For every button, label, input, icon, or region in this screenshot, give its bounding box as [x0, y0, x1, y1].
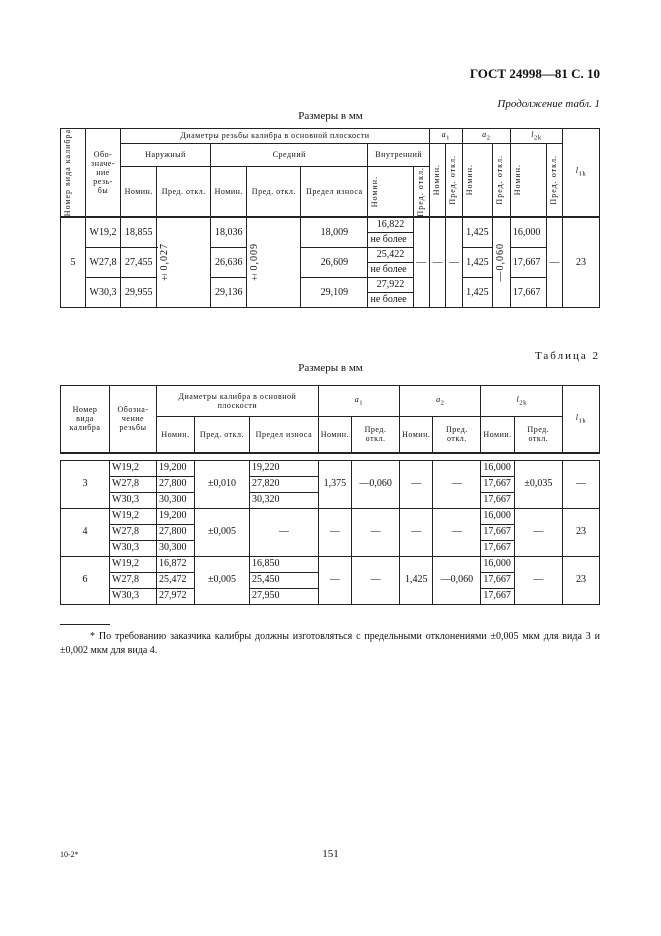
t1-a2-nom-head — [462, 144, 492, 218]
t2-thread: W30,3 — [110, 588, 157, 604]
t2-l2k: 17,667 — [481, 588, 514, 604]
t2-l2k: 17,667 — [481, 524, 514, 540]
t1-inner-note: не более — [368, 293, 413, 308]
t2-l2k-tol-head: Пред. откл. — [514, 417, 562, 453]
t2-wear: 25,450 — [250, 572, 319, 588]
t2-a2-nom: 1,425 — [400, 556, 433, 604]
t1-a1-nom-text: Номин. — [431, 164, 441, 196]
t2-view: 6 — [61, 556, 110, 604]
t1-col-a1: $a_1$ — [429, 129, 462, 144]
t1-l2k: 17,667 — [510, 278, 546, 308]
t1-col-l2k: $l_{2k}$ — [510, 129, 562, 144]
t1-mid-tol-text: ±0,009 — [249, 242, 261, 283]
t1-inner-note: не более — [368, 263, 413, 278]
t2-l2k: 17,667 — [481, 540, 514, 556]
t2-thread: W19,2 — [110, 556, 157, 572]
t2-tol: ±0,010 — [194, 460, 249, 508]
t2-wear: 27,950 — [250, 588, 319, 604]
t1-inner-nom-text: Номин. — [370, 175, 380, 208]
t1-a2-nom: 1,425 — [462, 278, 492, 308]
t2-wear: 19,220 — [250, 460, 319, 476]
t2-thread: W27,8 — [110, 524, 157, 540]
t1-mid-nom-head: Номин. — [211, 166, 247, 217]
t1-inner: 25,422 — [368, 248, 413, 263]
table-row — [61, 248, 600, 263]
t2-spacer — [61, 453, 600, 461]
t1-col-a2: $a_2$ — [462, 129, 510, 144]
t2-a1-tol: — — [352, 508, 400, 556]
t1-mid: 29,136 — [211, 278, 247, 308]
t1-a1-nom: — — [429, 217, 445, 308]
t1-outer-nom-head: Номин. — [121, 166, 157, 217]
t1-inner: 16,822 — [368, 217, 413, 233]
t1-inner-note: не более — [368, 233, 413, 248]
t2-thread: W30,3 — [110, 540, 157, 556]
t2-l1k: 23 — [563, 508, 600, 556]
t2-l2k: 17,667 — [481, 572, 514, 588]
t1-mid-wear-head: Предел износа — [301, 166, 368, 217]
t1-inner-tol-head — [413, 166, 429, 217]
t2-col-designation: Обозна- чение резьбы — [110, 386, 157, 453]
t2-l1k: — — [563, 460, 600, 508]
t2-col-a1: $a_1$ — [318, 386, 399, 417]
t1-mid: 26,636 — [211, 248, 247, 278]
t2-l2k: 16,000 — [481, 556, 514, 572]
t2-a2-tol: — — [433, 460, 481, 508]
t1-l2k-nom-head — [510, 144, 546, 218]
t2-a2-nom-head: Номин. — [400, 417, 433, 453]
table-row — [61, 460, 600, 476]
t1-col-l1k: $l_{1k}$ — [563, 129, 600, 218]
t2-a1-nom-head: Номин. — [318, 417, 351, 453]
t1-l2k-tol-text: Пред. откл. — [548, 155, 558, 205]
t1-sub-middle: Средний — [211, 144, 368, 167]
table-row — [61, 278, 600, 293]
t2-nom: 30,300 — [157, 492, 195, 508]
t2-view: 3 — [61, 460, 110, 508]
t2-wear: 30,320 — [250, 492, 319, 508]
t2-a2-tol: — — [433, 508, 481, 556]
t1-inner-tol-text: Пред. откл. — [415, 166, 425, 217]
t1-mid-wear: 29,109 — [301, 278, 368, 308]
units-label-2: Размеры в мм — [298, 362, 363, 374]
t2-tol: ±0,005 — [194, 508, 249, 556]
t2-nom: 19,200 — [157, 460, 195, 476]
doc-code: ГОСТ 24998—81 С. 10 — [469, 66, 600, 81]
t1-outer-tol-head: Пред. откл. — [157, 166, 211, 217]
t2-view: 4 — [61, 508, 110, 556]
t1-inner: 27,922 — [368, 278, 413, 293]
t2-a1-tol: —0,060 — [352, 460, 400, 508]
t1-l2k: 17,667 — [510, 248, 546, 278]
t2-col-l2k: $l_{2k}$ — [481, 386, 563, 417]
t2-l2k-tol: — — [514, 508, 562, 556]
t1-thread: W27,8 — [86, 248, 121, 278]
t1-l2k: 16,000 — [510, 217, 546, 248]
page-number: 151 — [322, 848, 339, 860]
t1-a1-nom-head — [429, 144, 445, 218]
t2-wear: — — [250, 508, 319, 556]
t1-l2k-nom-text: Номин. — [512, 164, 522, 196]
t2-a1-nom: — — [318, 508, 351, 556]
t2-group-diameters: Диаметры калибра в основной плоскости — [157, 386, 319, 417]
t2-l2k: 16,000 — [481, 460, 514, 476]
t1-a2-nom: 1,425 — [462, 248, 492, 278]
t1-l2k-tol-head — [546, 144, 563, 218]
table-2 — [60, 385, 600, 605]
t2-nom: 16,872 — [157, 556, 195, 572]
t2-col-l1k: $l_{1k}$ — [563, 386, 600, 453]
t2-nom: 27,972 — [157, 588, 195, 604]
t1-a1-tol-text: Пред. откл. — [448, 155, 458, 205]
t2-a1-nom: 1,375 — [318, 460, 351, 508]
t2-nom-head: Номин. — [157, 417, 195, 453]
t2-wear: 27,820 — [250, 476, 319, 492]
t2-thread: W27,8 — [110, 476, 157, 492]
continuation-label: Продолжение табл. 1 — [497, 98, 600, 110]
t1-outer: 29,955 — [121, 278, 157, 308]
t1-sub-inner: Внутренний — [368, 144, 429, 167]
t1-a1-tol: — — [446, 217, 462, 308]
t1-mid: 18,036 — [211, 217, 247, 248]
t2-tol: ±0,005 — [194, 556, 249, 604]
footnote: * По требованию заказчика калибры должны изготовляться с предельными отклонениями ±0,005 мкм для вида 3 и ±0,002 мкм для вида 4. — [60, 631, 600, 656]
t1-col-designation: Обо- значе- ние резь- бы — [86, 129, 121, 218]
t1-a2-tol-text: Пред. откл. — [494, 155, 504, 205]
table-row — [61, 556, 600, 572]
t2-l2k: 17,667 — [481, 492, 514, 508]
t1-a1-tol-head — [446, 144, 462, 218]
t2-nom: 25,472 — [157, 572, 195, 588]
table-2-label: Таблица 2 — [534, 350, 600, 362]
footnote-rule — [60, 624, 110, 625]
t2-tol-head: Пред. откл. — [194, 417, 249, 453]
t2-thread: W19,2 — [110, 460, 157, 476]
t1-a2-tol — [492, 217, 510, 308]
t1-mid-tol — [247, 217, 301, 308]
t2-col-a2: $a_2$ — [400, 386, 481, 417]
t2-a1-tol: — — [352, 556, 400, 604]
t2-a2-tol: —0,060 — [433, 556, 481, 604]
t2-wear: 16,850 — [250, 556, 319, 572]
t1-col-view-text: Номер вида калибра — [63, 129, 72, 217]
t1-a2-nom-text: Номин. — [464, 164, 474, 196]
t1-mid-wear: 18,009 — [301, 217, 368, 248]
t1-a2-tol-head — [492, 144, 510, 218]
t1-col-view — [61, 129, 86, 218]
t1-outer-tol-text: ±0,027 — [159, 242, 171, 283]
t1-thread: W19,2 — [86, 217, 121, 248]
t2-nom: 19,200 — [157, 508, 195, 524]
t1-thread: W30,3 — [86, 278, 121, 308]
t2-thread: W30,3 — [110, 492, 157, 508]
t2-nom: 27,800 — [157, 524, 195, 540]
t2-l2k: 16,000 — [481, 508, 514, 524]
t1-a2-nom: 1,425 — [462, 217, 492, 248]
t2-l1k: 23 — [563, 556, 600, 604]
t2-a1-nom: — — [318, 556, 351, 604]
t2-l2k: 17,667 — [481, 476, 514, 492]
t2-a2-tol-head: Пред. откл. — [433, 417, 481, 453]
t1-mid-wear: 26,609 — [301, 248, 368, 278]
t2-a2-nom: — — [400, 508, 433, 556]
table-row — [61, 508, 600, 524]
t2-col-view: Номер вида калибра — [61, 386, 110, 453]
t1-a2-tol-text: —0,060 — [494, 243, 506, 282]
t1-outer: 27,455 — [121, 248, 157, 278]
t1-inner-tol: — — [413, 217, 429, 308]
t1-outer-tol — [157, 217, 211, 308]
t2-a2-nom: — — [400, 460, 433, 508]
t1-view: 5 — [61, 217, 86, 308]
units-label: Размеры в мм — [298, 110, 363, 122]
t1-group-diameters: Диаметры резьбы калибра в основной плоскости — [121, 129, 430, 144]
table-row — [61, 217, 600, 233]
t2-thread: W19,2 — [110, 508, 157, 524]
t2-a1-tol-head: Пред. откл. — [352, 417, 400, 453]
t1-l1k: 23 — [563, 217, 600, 308]
t2-l2k-tol: ±0,035 — [514, 460, 562, 508]
table-1 — [60, 128, 600, 308]
t2-nom: 27,800 — [157, 476, 195, 492]
t2-thread: W27,8 — [110, 572, 157, 588]
t1-sub-outer: Наружный — [121, 144, 211, 167]
t1-inner-nom-head — [368, 166, 413, 217]
footer-code: 10-2* — [60, 850, 79, 859]
t1-outer: 18,855 — [121, 217, 157, 248]
t1-mid-tol-head: Пред. откл. — [247, 166, 301, 217]
t2-l2k-tol: — — [514, 556, 562, 604]
t1-l2k-tol: — — [546, 217, 563, 308]
t2-wear-head: Предел износа — [250, 417, 319, 453]
t2-l2k-nom-head: Номин. — [481, 417, 514, 453]
t2-nom: 30,300 — [157, 540, 195, 556]
